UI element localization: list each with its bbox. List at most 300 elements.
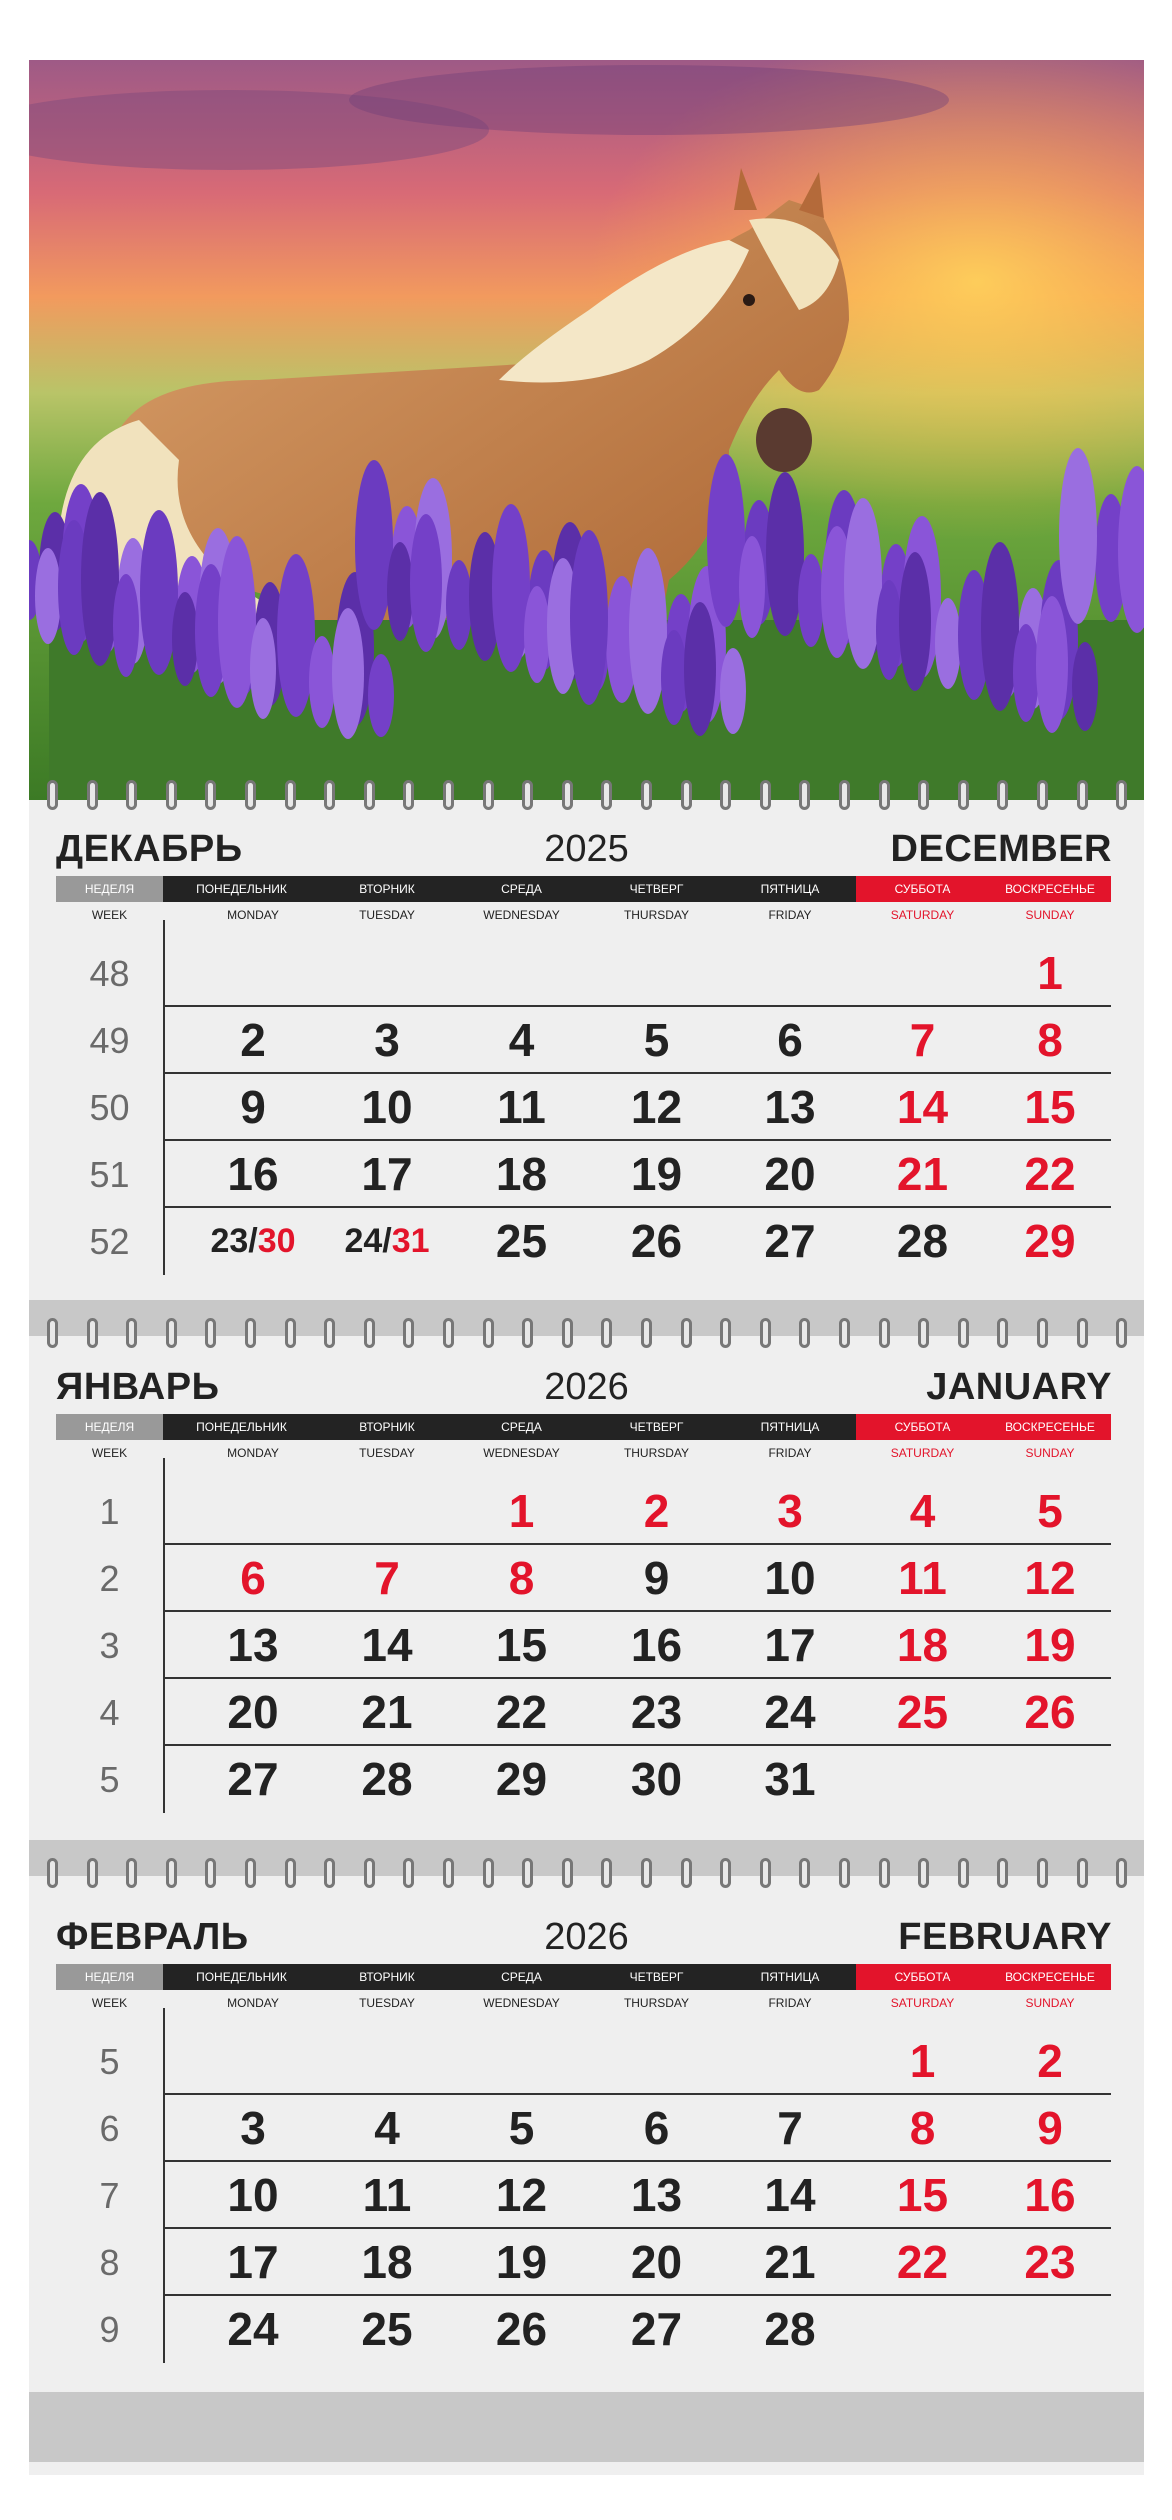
day-cell: 3: [240, 2102, 266, 2154]
spiral-ring: [285, 1858, 296, 1888]
weekday-label-en: THURSDAY: [623, 1446, 690, 1460]
week-number: 52: [89, 1221, 130, 1262]
week-number: 51: [89, 1154, 130, 1195]
spiral-ring: [562, 780, 573, 810]
weekday-label-en: WEDNESDAY: [483, 1446, 560, 1460]
day-cell: 12: [495, 2169, 548, 2221]
spiral-ring: [166, 1318, 177, 1348]
day-cell: 17: [227, 2236, 279, 2288]
spiral-ring: [126, 780, 137, 810]
december-panel: [29, 800, 1144, 1300]
weekday-label-en: MONDAY: [227, 1996, 279, 2010]
day-cell: 11: [898, 1552, 947, 1604]
spiral-ring: [205, 1858, 216, 1888]
year-label: 2026: [544, 1916, 629, 1958]
weekday-label-en: WEDNESDAY: [483, 908, 560, 922]
spiral-ring: [641, 780, 652, 810]
weekday-label-en: TUESDAY: [359, 1996, 415, 2010]
week-number: 9: [99, 2309, 120, 2350]
weekday-label-en: FRIDAY: [768, 1446, 812, 1460]
spiral-ring: [126, 1858, 137, 1888]
lupine-flower: [35, 548, 61, 644]
spiral-ring: [1037, 1318, 1048, 1348]
lupine-flower: [218, 536, 256, 708]
day-cell: 18: [495, 1148, 548, 1200]
day-cell: 22: [1024, 1148, 1076, 1200]
day-cell: 24: [227, 2303, 279, 2355]
weekday-label-ru: ПОНЕДЕЛЬНИК: [163, 1964, 320, 1990]
spiral-ring: [443, 780, 454, 810]
lupine-flower: [113, 574, 139, 677]
spiral-ring: [87, 780, 98, 810]
week-row: [56, 1612, 1111, 1679]
day-cell: 25: [495, 1215, 548, 1267]
lupine-flower: [277, 554, 315, 717]
spiral-ring: [403, 1858, 414, 1888]
day-cell: 28: [896, 1215, 949, 1267]
spiral-ring: [205, 1318, 216, 1348]
weekday-label-en: SATURDAY: [890, 1446, 955, 1460]
day-cell: 27: [227, 1753, 279, 1805]
spiral-ring: [87, 1318, 98, 1348]
day-cell: 29: [1024, 1215, 1076, 1267]
spiral-ring: [958, 1858, 969, 1888]
lupine-flower: [332, 608, 364, 739]
weekday-label-ru: НЕДЕЛЯ: [56, 876, 163, 902]
spiral-ring: [879, 1858, 890, 1888]
lupine-flower: [81, 492, 119, 666]
day-cell: 28: [764, 2303, 816, 2355]
january-panel: [29, 1300, 1144, 1840]
day-cell: 4: [374, 2102, 400, 2154]
year-label: 2025: [544, 828, 629, 870]
weekday-label-ru: ВОСКРЕСЕНЬЕ: [989, 1964, 1111, 1990]
weekday-label-ru: ЧЕТВЕРГ: [589, 1414, 724, 1440]
day-cell: 23: [630, 1686, 683, 1738]
lupine-flower: [172, 592, 198, 686]
day-cell: 16: [630, 1619, 683, 1671]
spiral-ring: [720, 1318, 731, 1348]
weekday-label-ru: НЕДЕЛЯ: [56, 1414, 163, 1440]
spiral-ring: [681, 1318, 692, 1348]
lupine-flower: [1072, 642, 1098, 731]
week-row: [56, 2296, 1111, 2363]
lupine-flower: [1036, 596, 1068, 733]
day-cell: 26: [495, 2303, 548, 2355]
week-row: [56, 2028, 1111, 2095]
day-cell: 28: [361, 1753, 413, 1805]
day-cell: 6: [643, 2102, 670, 2154]
day-cell: 16: [1024, 2169, 1076, 2221]
weekday-label-en: THURSDAY: [623, 908, 690, 922]
day-cell: 18: [361, 2236, 413, 2288]
day-cell: 1: [1037, 947, 1063, 999]
lupine-flower: [629, 548, 667, 714]
weekday-label-ru: СУББОТА: [856, 1414, 989, 1440]
lupine-flower: [707, 454, 745, 627]
day-cell: 20: [630, 2236, 683, 2288]
day-cell: 19: [630, 1148, 683, 1200]
spiral-ring: [958, 1318, 969, 1348]
day-cell: 10: [764, 1552, 816, 1604]
week-number: 7: [99, 2175, 120, 2216]
day-cell: 2: [240, 1014, 266, 1066]
week-row: [56, 1141, 1111, 1208]
weekday-label-ru: НЕДЕЛЯ: [56, 1964, 163, 1990]
day-cell: [320, 1208, 454, 1275]
weekday-label-ru: ВТОРНИК: [320, 1964, 454, 1990]
spiral-ring: [1077, 1318, 1088, 1348]
spiral-ring: [641, 1318, 652, 1348]
spiral-ring: [285, 1318, 296, 1348]
weekday-label-en: WEEK: [91, 1446, 128, 1460]
day-cell: 22: [896, 2236, 949, 2288]
spiral-ring: [522, 1858, 533, 1888]
month-header: [29, 1360, 1144, 1408]
weekday-header-ru: [56, 876, 1111, 902]
weekday-label-ru: ЧЕТВЕРГ: [589, 876, 724, 902]
day-cell: 30: [630, 1753, 683, 1805]
day-cell: 12: [1024, 1552, 1076, 1604]
day-cell: 9: [1037, 2102, 1063, 2154]
day-cell: 23: [1024, 2236, 1076, 2288]
weekday-label-ru: ПЯТНИЦА: [724, 876, 856, 902]
spiral-ring: [1116, 780, 1127, 810]
week-row: [56, 1007, 1111, 1074]
spiral-ring: [1077, 1858, 1088, 1888]
spiral-ring: [562, 1858, 573, 1888]
weekday-header-en: [56, 908, 1111, 928]
month-title-ru: ЯНВАРЬ: [56, 1366, 220, 1408]
day-cell: 5: [1037, 1485, 1063, 1537]
day-cell: 31: [764, 1753, 816, 1805]
lupine-flower: [1059, 448, 1097, 624]
weekday-label-ru: СУББОТА: [856, 1964, 989, 1990]
spiral-ring: [245, 1318, 256, 1348]
spiral-ring: [760, 1318, 771, 1348]
weekday-label-en: SATURDAY: [890, 1996, 955, 2010]
spiral-binding: [29, 1314, 1144, 1350]
day-cell: 21: [896, 1148, 949, 1200]
day-number: 24/: [344, 1222, 392, 1260]
day-cell: 8: [508, 1552, 535, 1604]
spiral-ring: [522, 1318, 533, 1348]
week-row: [56, 1545, 1111, 1612]
day-cell: 2: [1037, 2035, 1063, 2087]
spiral-ring: [997, 1858, 1008, 1888]
spiral-ring: [760, 780, 771, 810]
day-cell: 22: [495, 1686, 548, 1738]
month-header: [29, 1910, 1144, 1958]
spiral-ring: [879, 1318, 890, 1348]
weekday-label-ru: ПОНЕДЕЛЬНИК: [163, 1414, 320, 1440]
week-number: 50: [89, 1087, 130, 1128]
day-cell: 25: [361, 2303, 413, 2355]
spiral-ring: [245, 1858, 256, 1888]
weekday-label-en: THURSDAY: [623, 1996, 690, 2010]
weekday-label-en: TUESDAY: [359, 908, 415, 922]
weekday-label-ru: ПЯТНИЦА: [724, 1414, 856, 1440]
spiral-ring: [1116, 1318, 1127, 1348]
spiral-ring: [799, 780, 810, 810]
lupine-flower: [387, 542, 413, 641]
month-header: [29, 822, 1144, 870]
february-panel: [29, 1840, 1144, 2475]
spiral-ring: [483, 1318, 494, 1348]
lupine-flower: [446, 560, 472, 650]
week-number: 49: [89, 1020, 130, 1061]
spiral-ring: [799, 1318, 810, 1348]
day-cell: 12: [630, 1081, 683, 1133]
spiral-ring: [285, 780, 296, 810]
spiral-ring: [443, 1858, 454, 1888]
day-number-holiday: 30: [257, 1222, 296, 1260]
spiral-ring: [720, 1858, 731, 1888]
day-number: 23/: [210, 1222, 258, 1260]
lupine-flower: [798, 554, 824, 647]
spiral-ring: [47, 1318, 58, 1348]
week-row: [56, 1478, 1111, 1545]
day-cell: 10: [227, 2169, 279, 2221]
day-cell: 16: [227, 1148, 279, 1200]
day-cell: 21: [361, 1686, 413, 1738]
day-cell: 1: [508, 1485, 535, 1537]
week-number: 1: [99, 1491, 120, 1532]
weekday-label-ru: ВОСКРЕСЕНЬЕ: [989, 876, 1111, 902]
spiral-binding: [29, 1854, 1144, 1890]
day-cell: 19: [1024, 1619, 1076, 1671]
weekday-label-en: SUNDAY: [1025, 1996, 1075, 2010]
spiral-ring: [324, 1858, 335, 1888]
weekday-label-ru: ВОСКРЕСЕНЬЕ: [989, 1414, 1111, 1440]
lupine-flower: [899, 552, 931, 691]
day-cell: 27: [630, 2303, 683, 2355]
day-cell: 25: [896, 1686, 949, 1738]
day-number-holiday: 31: [391, 1222, 430, 1260]
week-number: 3: [99, 1625, 120, 1666]
day-cell: 8: [1037, 1014, 1063, 1066]
month-title-ru: ФЕВРАЛЬ: [56, 1916, 249, 1958]
day-cell: 14: [896, 1081, 949, 1133]
week-row: [56, 2229, 1111, 2296]
spiral-ring: [443, 1318, 454, 1348]
day-cell: 5: [643, 1014, 670, 1066]
weekday-label-ru: СУББОТА: [856, 876, 989, 902]
spiral-ring: [403, 1318, 414, 1348]
spiral-ring: [839, 1858, 850, 1888]
day-cell: 17: [764, 1619, 816, 1671]
week-row: [56, 2162, 1111, 2229]
weekday-header-ru: [56, 1964, 1111, 1990]
lupine-flower: [720, 648, 746, 734]
month-title-ru: ДЕКАБРЬ: [56, 828, 243, 870]
weekday-label-en: SUNDAY: [1025, 1446, 1075, 1460]
spiral-ring: [1116, 1858, 1127, 1888]
week-row: [56, 1208, 1111, 1275]
week-row: [56, 2095, 1111, 2162]
spiral-ring: [1037, 780, 1048, 810]
spiral-ring: [879, 780, 890, 810]
month-title-en: DECEMBER: [890, 828, 1112, 870]
lupine-flower: [355, 460, 393, 630]
spiral-ring: [760, 1858, 771, 1888]
lupine-flower: [876, 580, 902, 680]
weekday-label-en: WEDNESDAY: [483, 1996, 560, 2010]
weekday-label-en: SUNDAY: [1025, 908, 1075, 922]
weekday-label-ru: ЧЕТВЕРГ: [589, 1964, 724, 1990]
lupine-flower: [981, 542, 1019, 711]
week-number: 5: [99, 2041, 120, 2082]
day-cell: 18: [896, 1619, 949, 1671]
spiral-ring: [403, 780, 414, 810]
spiral-ring: [601, 1858, 612, 1888]
month-title-en: FEBRUARY: [898, 1916, 1112, 1958]
weekday-label-en: WEEK: [91, 908, 128, 922]
horse-photo: [29, 60, 1144, 800]
month-title-en: JANUARY: [926, 1366, 1112, 1408]
lupine-flower: [739, 536, 765, 638]
spiral-ring: [205, 780, 216, 810]
spiral-ring: [958, 780, 969, 810]
day-cell: 15: [1024, 1081, 1076, 1133]
spiral-ring: [1077, 780, 1088, 810]
lupine-flower: [661, 630, 687, 725]
week-row: [56, 1679, 1111, 1746]
weekday-label-en: FRIDAY: [768, 1996, 812, 2010]
lupine-flower: [570, 530, 608, 705]
day-cell: 26: [1024, 1686, 1076, 1738]
day-cell: 5: [508, 2102, 535, 2154]
lupine-flower: [250, 618, 276, 719]
lupine-flower: [492, 504, 530, 672]
day-cell: 6: [777, 1014, 803, 1066]
spiral-ring: [483, 780, 494, 810]
spiral-ring: [997, 780, 1008, 810]
spiral-ring: [364, 1318, 375, 1348]
lupine-flower: [410, 514, 442, 652]
day-cell: 26: [630, 1215, 683, 1267]
spiral-ring: [364, 1858, 375, 1888]
day-cell: 13: [764, 1081, 816, 1133]
spiral-ring: [562, 1318, 573, 1348]
day-cell: 11: [362, 2169, 412, 2221]
weekday-header-ru: [56, 1414, 1111, 1440]
spiral-ring: [681, 1858, 692, 1888]
day-cell: [186, 1208, 320, 1275]
weekday-label-ru: ВТОРНИК: [320, 1414, 454, 1440]
lupine-flower: [935, 598, 961, 689]
week-row: [56, 940, 1111, 1007]
day-cell: 27: [764, 1215, 816, 1267]
spiral-ring: [918, 780, 929, 810]
spiral-ring: [720, 780, 731, 810]
weekday-label-en: FRIDAY: [768, 908, 812, 922]
lupine-flower: [844, 498, 882, 669]
spiral-ring: [364, 780, 375, 810]
day-cell: 15: [896, 2169, 949, 2221]
spiral-ring: [601, 1318, 612, 1348]
week-number: 2: [99, 1558, 120, 1599]
week-row: [56, 1746, 1111, 1813]
weekday-label-en: MONDAY: [227, 908, 279, 922]
spiral-ring: [522, 780, 533, 810]
day-cell: 29: [495, 1753, 548, 1805]
lupine-flower: [684, 602, 716, 736]
day-cell: 2: [643, 1485, 670, 1537]
spiral-ring: [47, 780, 58, 810]
weekday-label-en: SATURDAY: [890, 908, 955, 922]
day-cell: 8: [909, 2102, 936, 2154]
weekday-label-ru: СРЕДА: [454, 1964, 589, 1990]
spiral-ring: [839, 780, 850, 810]
day-cell: 21: [764, 2236, 816, 2288]
weekday-label-en: TUESDAY: [359, 1446, 415, 1460]
day-cell: 3: [777, 1485, 803, 1537]
spiral-ring: [997, 1318, 1008, 1348]
day-cell: 11: [497, 1081, 546, 1133]
spiral-ring: [87, 1858, 98, 1888]
day-cell: 14: [764, 2169, 816, 2221]
week-number: 4: [99, 1692, 120, 1733]
weekday-label-ru: СРЕДА: [454, 876, 589, 902]
spiral-ring: [839, 1318, 850, 1348]
day-cell: 9: [240, 1081, 266, 1133]
week-number: 8: [99, 2242, 120, 2283]
week-number: 48: [89, 953, 130, 994]
day-cell: 20: [764, 1148, 816, 1200]
weekday-header-en: [56, 1446, 1111, 1466]
week-number: 6: [99, 2108, 120, 2149]
day-cell: 7: [374, 1552, 400, 1604]
weekday-header-en: [56, 1996, 1111, 2016]
lupine-flower: [766, 472, 804, 636]
spiral-ring: [324, 780, 335, 810]
weekday-label-ru: ПЯТНИЦА: [724, 1964, 856, 1990]
spiral-binding: [29, 776, 1144, 812]
spiral-ring: [126, 1318, 137, 1348]
spiral-ring: [681, 780, 692, 810]
lupine-flower: [524, 586, 550, 683]
day-cell: 9: [643, 1552, 670, 1604]
spiral-ring: [166, 1858, 177, 1888]
day-cell: 14: [361, 1619, 413, 1671]
spiral-ring: [601, 780, 612, 810]
spiral-ring: [799, 1858, 810, 1888]
day-cell: 10: [361, 1081, 413, 1133]
spiral-ring: [918, 1858, 929, 1888]
day-cell: 20: [227, 1686, 279, 1738]
day-cell: 19: [495, 2236, 548, 2288]
lupine-flower: [309, 636, 335, 728]
lupine-flower: [1013, 624, 1039, 722]
day-cell: 13: [630, 2169, 683, 2221]
weekday-label-en: MONDAY: [227, 1446, 279, 1460]
lupine-flower: [140, 510, 178, 675]
spiral-ring: [324, 1318, 335, 1348]
bottom-band: [29, 2392, 1144, 2462]
weekday-label-en: WEEK: [91, 1996, 128, 2010]
day-cell: 15: [495, 1619, 548, 1671]
day-cell: 6: [240, 1552, 266, 1604]
day-cell: 4: [508, 1014, 535, 1066]
day-cell: 7: [777, 2102, 803, 2154]
day-cell: 24: [764, 1686, 816, 1738]
spiral-ring: [918, 1318, 929, 1348]
spiral-ring: [47, 1858, 58, 1888]
weekday-label-ru: ВТОРНИК: [320, 876, 454, 902]
day-cell: 17: [361, 1148, 413, 1200]
week-row: [56, 1074, 1111, 1141]
